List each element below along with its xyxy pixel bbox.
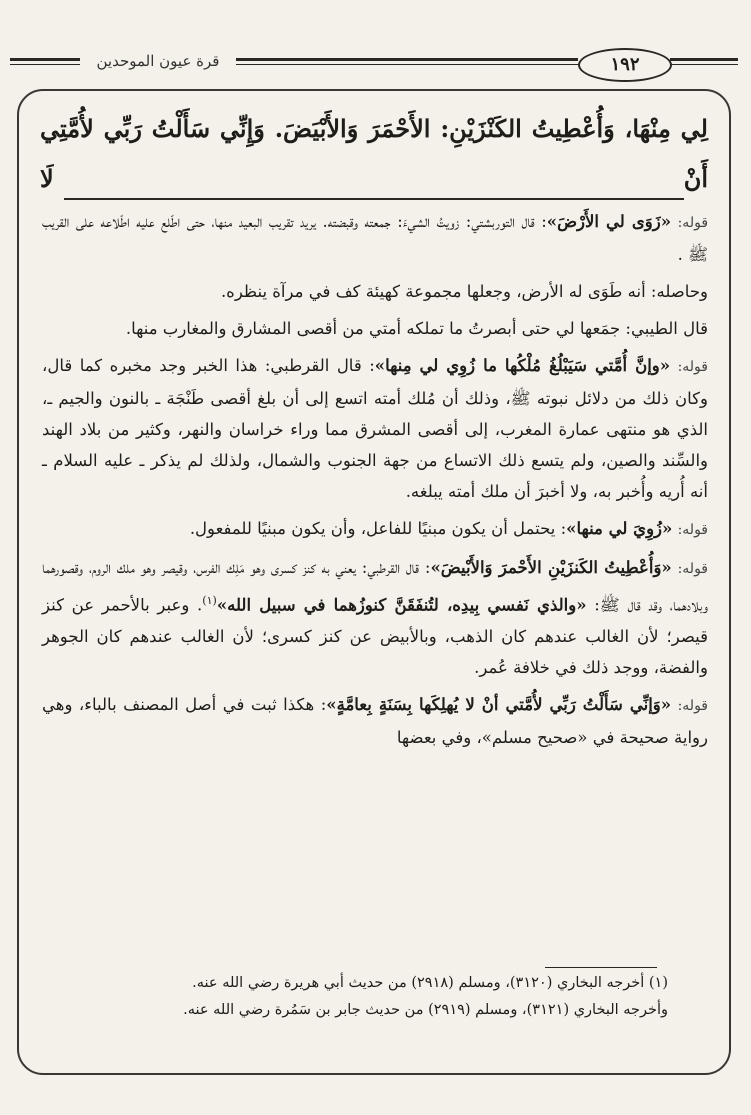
quote-label: قوله: xyxy=(677,697,708,714)
quoted-phrase: «وَإنِّي سَأَلْتُ رَبِّي لأُمَّتي أنْ لا يُهلِكَها بِسَنَةٍ بِعامَّةٍ» xyxy=(326,694,672,714)
header-rule-left xyxy=(10,58,80,61)
header-rule-right xyxy=(670,64,738,65)
commentary-body xyxy=(42,206,708,759)
footnote: وأخرجه البخاري (٣١٢١)، ومسلم (٢٩١٩) من حديث جابر بن سَمُرة رضي الله عنه. xyxy=(183,1002,668,1018)
paragraph: قال الطيبي: جمَعها لي حتى أبصرتُ ما تملكه أمتي من أقصى المشارق والمغارب منها. xyxy=(125,319,708,338)
quote-label: قوله: xyxy=(677,522,708,538)
footnote: (١) أخرجه البخاري (٣١٢٠)، ومسلم (٢٩١٨) من حديث أبي هريرة رضي الله عنه. xyxy=(192,975,668,991)
paragraph xyxy=(42,552,708,683)
paragraph-text: : قال التوربشتي: زويتُ الشيءَ: جمعته وقبضته. يريد تقريب البعيد منها، حتى اطّلع عليه اطّلاعه على القريب ﷺ . xyxy=(42,212,708,264)
quote-label: قوله: xyxy=(677,561,708,577)
paragraph xyxy=(42,206,708,270)
footnote-ref[interactable]: (١) xyxy=(202,594,217,607)
paragraph-text: . وعبر بالأحمر عن كنز قيصر؛ لأن الغالب عندهم كان الذهب، وبالأبيض عن كنز كسرى؛ لأن الغالب عندهم كان الجوهر والفضة، ووجد ذلك في خلافة عُمر. xyxy=(42,595,708,677)
paragraph xyxy=(42,689,708,753)
header-rule-left xyxy=(10,64,80,65)
quoted-phrase: «زُوِيَ لي منها» xyxy=(566,519,673,538)
paragraph-text: : هكذا ثبت في أصل المصنف بالباء، وهي رواية صحيحة في «صحيح مسلم»، وفي بعضها xyxy=(42,694,708,747)
paragraph-text: : قال القرطبي: يعني به كنز كسرى وهو مَلِك الفرس، وقيصر وهو ملك الروم، وقصورهما وبلادهما، وقد قال ﷺ: xyxy=(42,558,708,615)
quoted-phrase: «وَأُعْطِيتُ الكَنزَيْنِ الأَحْمرَ وَالأَبْيضَ» xyxy=(430,558,672,577)
paragraph-text: : يحتمل أن يكون مبنيًا للفاعل، وأن يكون مبنيًا للمفعول. xyxy=(189,519,567,538)
quote-label: قوله: xyxy=(677,359,708,375)
paragraph: وحاصله: أنه طَوَى له الأرض، وجعلها مجموعة كهيئة كف في مرآة ينظره. xyxy=(220,282,708,301)
paragraph-text: : قال القرطبي: هذا الخبر وجد مخبره كما قال، وكان ذلك من دلائل نبوته ﷺ، وذلك أن مُلك أمته اتسع إلى أن بلغ أقصى طَنْجَة ـ بالنون والجيم ـ، الذي هو منتهى عمارة المغرب، إلى أقصى المشرق مما وراء خراسان والنهر، وكثير من بلاد الهند والسِّند والصين، ولم يتسع ذلك الاتساع من جهة الجنوب والشمال، ولذلك لم يذكر ـ عليه السلام ـ أنه أُريه وأُخبر به، ولا أخبرَ أن ملك أمته يبلغه. xyxy=(42,356,708,501)
footnote-separator xyxy=(545,967,657,968)
paragraph xyxy=(42,350,708,507)
quoted-hadith: «والذي نَفسي بِيدِه، لتُنفَقَنَّ كنوزُهما في سبيل الله» xyxy=(216,595,587,615)
header-rule-middle xyxy=(236,58,578,61)
header-rule-right xyxy=(670,58,738,61)
footnotes xyxy=(90,970,668,1024)
page-number: ١٩٢ xyxy=(578,48,672,82)
running-title: قرة عيون الموحدين xyxy=(96,52,220,70)
paragraph xyxy=(42,513,708,546)
quoted-phrase: «زَوَى لي الأَرْضَ» xyxy=(546,212,672,231)
page-header xyxy=(10,48,738,92)
quote-label: قوله: xyxy=(677,215,709,231)
header-rule-middle xyxy=(236,64,578,65)
quoted-phrase: «وإنَّ أُمَّتي سَيَبْلُغُ مُلْكُها ما زُوِي لي مِنها» xyxy=(374,356,671,375)
hadith-text: لِي مِنْهَا، وَأُعْطِيتُ الكَنْزَيْنِ: الأَحْمَرَ وَالأَبْيَضَ. وَإِنِّي سَأَلْتُ رَبِّي لأُمَّتِي أَنْ لَا xyxy=(40,114,708,193)
hadith-separator xyxy=(64,198,684,200)
